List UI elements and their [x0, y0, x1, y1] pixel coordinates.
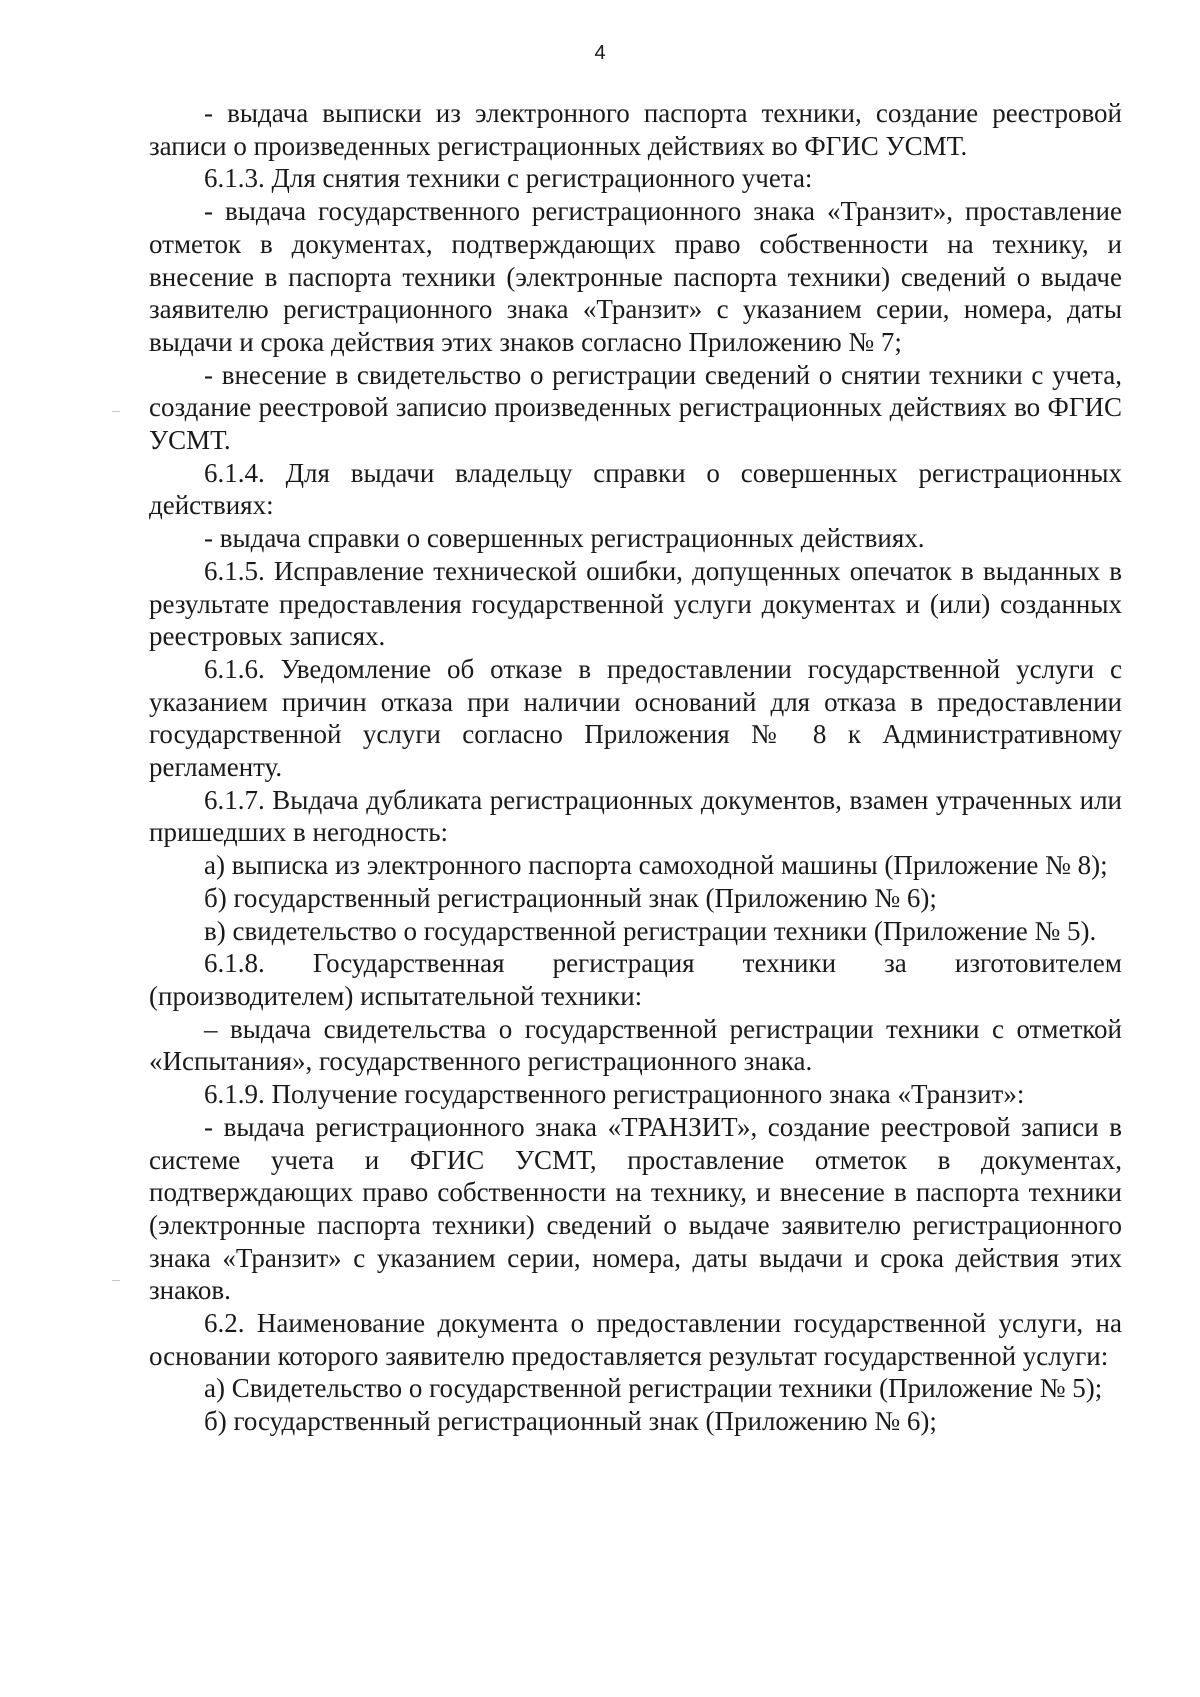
scan-margin-mark [112, 411, 120, 412]
paragraph: 6.1.3. Для снятия техники с регистрационного учета: [204, 163, 813, 194]
paragraph: – выдача свидетельства о государственной регистрации техники с отметкой «Испытания», государственного регистрационного знака. [149, 1013, 1122, 1077]
paragraph: 6.1.6. Уведомление об отказе в предоставлении государственной услуги с указанием причин отказа при наличии оснований для отказа в предоставлении государственной услуги согласно Приложения № 8 к Административному регламенту. [149, 653, 1122, 783]
paragraph: 6.1.9. Получение государственного регистрационного знака «Транзит»: [204, 1079, 1025, 1110]
paragraph: в) свидетельство о государственной регистрации техники (Приложение № 5). [204, 915, 1097, 946]
paragraph: - выдача справки о совершенных регистрационных действиях. [204, 523, 925, 554]
paragraph: - внесение в свидетельство о регистрации сведений о снятии техники с учета, создание реестровой записио произведенных регистрационных действиях во ФГИС УСМТ. [149, 359, 1122, 456]
paragraph: 6.1.7. Выдача дубликата регистрационных документов, взамен утраченных или пришедших в негодность: [149, 784, 1122, 848]
paragraph: б) государственный регистрационный знак (Приложению № 6); [204, 882, 937, 913]
scan-margin-mark [112, 1280, 120, 1281]
page-number: 4 [594, 42, 606, 64]
document-body [149, 97, 1122, 1438]
paragraph: 6.1.4. Для выдачи владельцу справки о совершенных регистрационных действиях: [149, 457, 1122, 521]
paragraph: а) выписка из электронного паспорта самоходной машины (Приложение № 8); [204, 850, 1108, 881]
paragraph: а) Свидетельство о государственной регистрации техники (Приложение № 5); [204, 1373, 1103, 1404]
paragraph: - выдача выписки из электронного паспорта техники, создание реестровой записи о произведенных регистрационных действиях во ФГИС УСМТ. [149, 98, 1122, 161]
paragraph: - выдача регистрационного знака «ТРАНЗИТ», создание реестровой записи в системе учета и ФГИС УСМТ, проставление отметок в документах, подтверждающих право собственности на технику, и внесение в паспорта техники (электронные паспорта техники) сведений о выдаче заявителю регистрационного знака «Транзит» с указанием серии, номера, даты выдачи и срока действия этих знаков. [149, 1111, 1122, 1306]
paragraph: 6.1.8. Государственная регистрация техники за изготовителем (производителем) испытательной техники: [149, 948, 1122, 1011]
paragraph: - выдача государственного регистрационного знака «Транзит», проставление отметок в документах, подтверждающих право собственности на технику, и внесение в паспорта техники (электронные паспорта техники) сведений о выдаче заявителю регистрационного знака «Транзит» с указанием серии, номера, даты выдачи и срока действия этих знаков согласно Приложению № 7; [149, 196, 1122, 357]
paragraph: б) государственный регистрационный знак (Приложению № 6); [204, 1406, 937, 1437]
paragraph: 6.1.5. Исправление технической ошибки, допущенных опечаток в выданных в результате предоставления государственной услуги документах и (или) созданных реестровых записях. [149, 555, 1122, 652]
paragraph: 6.2. Наименование документа о предоставлении государственной услуги, на основании которого заявителю предоставляется результат государственной услуги: [149, 1308, 1122, 1371]
